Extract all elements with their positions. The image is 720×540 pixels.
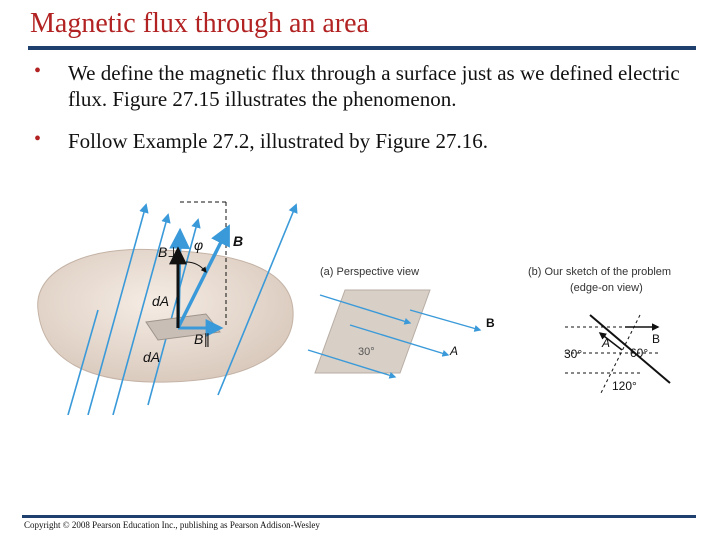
bullet-text: We define the magnetic flux through a surface just as we defined electric flux. Figure 27.15 illustrates the phenomenon. bbox=[68, 61, 680, 111]
bullet-dot: • bbox=[34, 60, 42, 82]
panel-b-caption-line1: (b) Our sketch of the problem bbox=[528, 266, 672, 278]
panel-b-caption-line2: (edge-on view) bbox=[570, 282, 643, 294]
angle-30-b: 30° bbox=[564, 347, 583, 361]
bullet-item bbox=[30, 128, 700, 154]
panel-a-caption: (a) Perspective view bbox=[320, 266, 420, 278]
footer-rule bbox=[22, 515, 696, 518]
bullet-list bbox=[30, 60, 700, 170]
angle-60: 60° bbox=[630, 346, 649, 360]
bullet-text: Follow Example 27.2, illustrated by Figure 27.16. bbox=[68, 129, 488, 153]
copyright-footer: Copyright © 2008 Pearson Education Inc., publishing as Pearson Addison-Wesley bbox=[24, 520, 320, 530]
label-a-a: A bbox=[450, 344, 459, 358]
label-b-parallel: B∥ bbox=[194, 331, 211, 347]
label-b-a: B bbox=[486, 316, 495, 330]
curved-surface bbox=[38, 249, 293, 382]
angle-120: 120° bbox=[612, 379, 637, 393]
flux-surface-diagram bbox=[28, 190, 298, 415]
example-27-2-diagram bbox=[300, 255, 700, 410]
title-rule bbox=[28, 46, 696, 50]
label-da: dA bbox=[143, 349, 161, 365]
slide-title: Magnetic flux through an area bbox=[30, 8, 369, 39]
label-b: B bbox=[233, 233, 244, 249]
label-b-perp: B⊥ bbox=[158, 244, 180, 260]
angle-30-a: 30° bbox=[358, 346, 375, 358]
bullet-item bbox=[30, 60, 700, 112]
label-phi: φ bbox=[194, 237, 204, 253]
label-da-vector: dA bbox=[152, 293, 170, 309]
label-a-b: A bbox=[602, 336, 611, 350]
bullet-dot: • bbox=[34, 128, 42, 150]
label-b-b: B bbox=[652, 332, 661, 346]
